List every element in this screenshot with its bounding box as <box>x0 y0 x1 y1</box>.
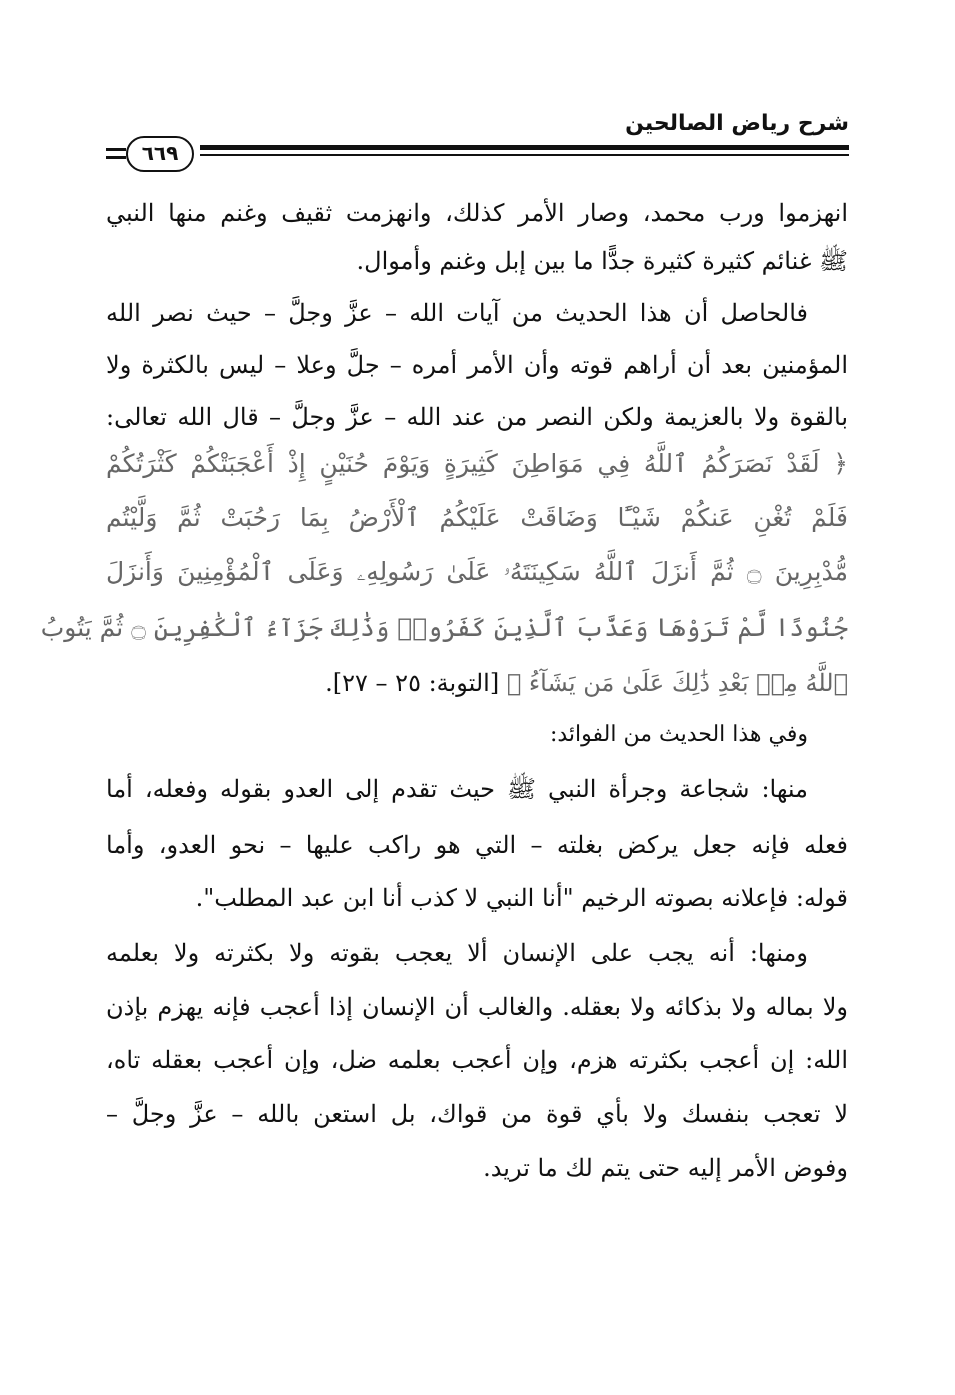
header-rule-thick <box>200 145 849 150</box>
quran-verse-text: ٱللَّهُ مِنۢ بَعْدِ ذَٰلِكَ عَلَىٰ مَن يَشَآءُ ﴾ <box>506 669 848 697</box>
header-rule-thin <box>200 154 849 156</box>
text-line: ومنها: أنه يجب على الإنسان ألا يعجب بقوته ولا بكثرته ولا بعلمه <box>106 939 808 967</box>
quran-verse-line: ﴿ لَقَدْ نَصَرَكُمُ ٱللَّهُ فِي مَوَاطِنَ كَثِيرَةٍ وَيَوْمَ حُنَيْنٍ إِذْ أَعْجَبَتْكُمْ كَثْرَتُكُمْ <box>106 449 848 478</box>
text-line: ولا بماله ولا بذكائه ولا بعقله. والغالب أن الإنسان إذا أعجب فإنه يهزم بإذن <box>106 993 848 1021</box>
header-rule-left-bottom <box>106 156 126 159</box>
text-line: فالحاصل أن هذا الحديث من آيات الله – عزَّ وجلَّ – حيث نصر الله <box>106 299 808 327</box>
text-line: وفوض الأمر إليه حتى يتم لك ما تريد. <box>483 1154 848 1182</box>
quran-verse-line: جُنُودًا لَّمْ تَرَوْهَا وَعَذَّبَ ٱلَّذِينَ كَفَرُوا۟ وَذَٰلِكَ جَزَآءُ ٱلْكَٰفِرِينَ ۝ ثُمَّ يَتُوبُ <box>40 613 848 642</box>
text-line: لا تعجب بنفسك ولا بأي قوة من قواك، بل استعن بالله – عزَّ وجلَّ – <box>106 1100 849 1128</box>
page-number: ٦٦٩ <box>126 136 194 172</box>
quran-verse-line: فَلَمْ تُغْنِ عَنكُمْ شَيْـًٔا وَضَاقَتْ عَلَيْكُمُ ٱلْأَرْضُ بِمَا رَحُبَتْ ثُمَّ وَلَّيْتُم <box>106 503 848 532</box>
text-line: ﷺ غنائم كثيرة كثيرة جدًّا ما بين إبل وغنم وأموال. <box>356 247 848 275</box>
running-header-title: شرح رياض الصالحين <box>625 111 849 136</box>
text-line: الله: إن أعجب بكثرته هزم، وإن أعجب بعلمه ضل، وإن أعجب بعقله تاه، <box>106 1046 848 1074</box>
benefits-heading: وفي هذا الحديث من الفوائد: <box>549 722 808 747</box>
text-line: انهزموا ورب محمد، وصار الأمر كذلك، وانهزمت ثقيف وغنم منها النبي <box>106 199 848 227</box>
benefit-text: شجاعة وجرأة النبي ﷺ حيث تقدم إلى العدو بقوله وفعله، أما <box>106 775 762 803</box>
benefit-lead: منها: <box>761 775 808 803</box>
quran-reference: [التوبة: ٢٥ – ٢٧]. <box>325 669 500 697</box>
quran-verse-last-line <box>106 668 848 698</box>
text-line: قوله: فإعلانه بصوته الرخيم "أنا النبي لا كذب أنا ابن عبد المطلب". <box>195 884 848 912</box>
text-line <box>106 774 848 804</box>
header-rule-left-top <box>106 148 126 151</box>
text-line: بالقوة ولا بالعزيمة ولكن النصر من عند الله – عزَّ وجلَّ – قال الله تعالى: <box>106 403 848 431</box>
text-line: فعله فإنه جعل يركض بغلته – التي هو راكب عليها – نحو العدو، وأما <box>106 831 848 859</box>
text-line: المؤمنين بعد أن أراهم قوته وأن الأمر أمره – جلَّ وعلا – ليس بالكثرة ولا <box>106 351 848 379</box>
quran-verse-line: مُّدْبِرِينَ ۝ ثُمَّ أَنزَلَ ٱللَّهُ سَكِينَتَهُۥ عَلَىٰ رَسُولِهِۦ وَعَلَى ٱلْمُؤْمِنِينَ وَأَنزَلَ <box>106 557 848 586</box>
